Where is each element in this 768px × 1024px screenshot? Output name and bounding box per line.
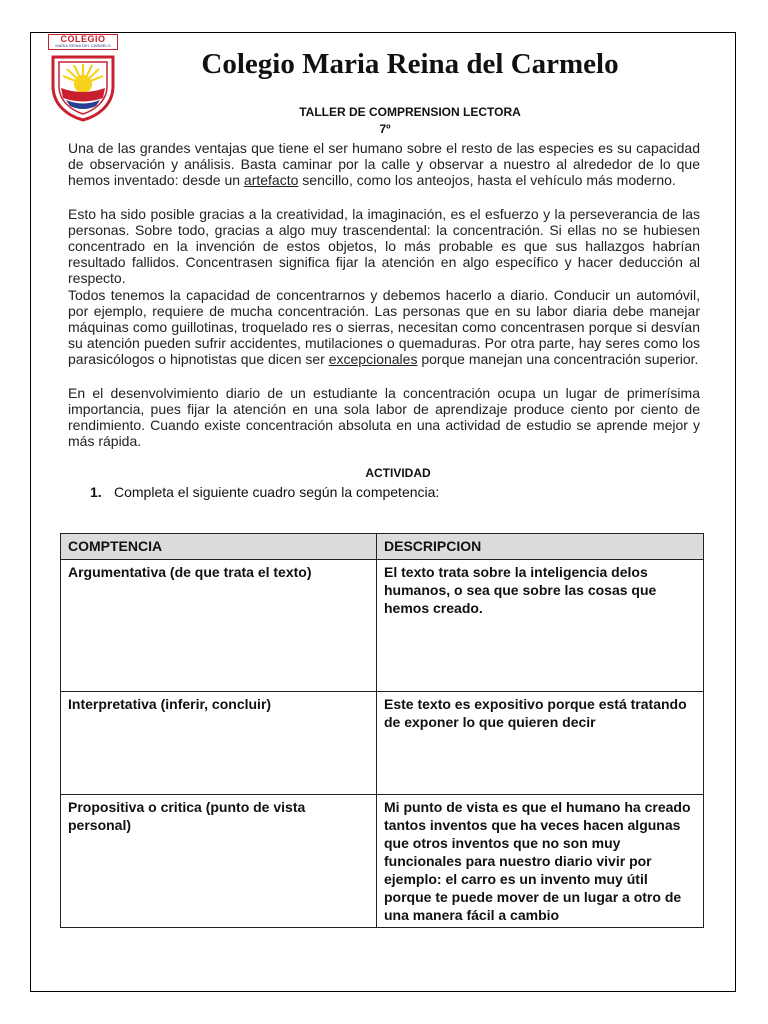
activity-question — [90, 483, 439, 501]
paragraph-3 — [68, 287, 700, 367]
school-logo — [48, 34, 118, 122]
logo-banner — [48, 34, 118, 50]
competencia-cell: Interpretativa (inferir, concluir) — [61, 692, 377, 795]
competencia-cell: Propositiva o critica (punto de vista personal) — [61, 795, 377, 928]
competency-table — [60, 533, 704, 928]
activity-heading: ACTIVIDAD — [365, 466, 431, 480]
logo-name: COLEGIO — [60, 34, 106, 44]
paragraph-3-text-b: porque manejan una concentración superior. — [417, 351, 699, 367]
paragraph-4: En el desenvolvimiento diario de un estudiante la concentración ocupa un lugar de primerísima importancia, pues fijar la atención en una sola labor de aprendizaje produce ciento por ciento de rendimiento. Cuando existe concentración absoluta en una actividad de estudio se aprende mejor y más rápida. — [68, 385, 700, 449]
table-row — [61, 795, 704, 928]
paragraph-1-text-a: Una de las grandes ventajas que tiene el ser humano sobre el resto de las especies es su capacidad de observación y análisis. Basta caminar por la calle y observar a nuestro al alrededor de lo que hemos inventado: desde un — [68, 140, 700, 188]
paragraph-2: Esto ha sido posible gracias a la creatividad, la imaginación, es el esfuerzo y la perseverancia de las personas. Sobre todo, gracias a algo muy trascendental: la concentración. Si ellas no se hubiesen concentrado en la invención de estos objetos, lo más probable es que sus hallazgos habrían resultado fallidos. Concentrasen significa fijar la atención en algo específico y hacer deducción al respecto. — [68, 206, 700, 286]
table-row — [61, 560, 704, 692]
question-text: Completa el siguiente cuadro según la competencia: — [114, 484, 440, 500]
worksheet-subtitle: TALLER DE COMPRENSION LECTORA — [299, 105, 521, 119]
column-header-competencia: COMPTENCIA — [61, 534, 377, 560]
table-header-row — [61, 534, 704, 560]
logo-subname: MARIA REINA DEL CARMELO — [55, 43, 111, 48]
table-row — [61, 692, 704, 795]
paragraph-1-text-b: sencillo, como los anteojos, hasta el vehículo más moderno. — [298, 172, 676, 188]
paragraph-3-text-a: Todos tenemos la capacidad de concentrarnos y debemos hacerlo a diario. Conducir un automóvil, por ejemplo, requiere de mucha concentración. Las personas que en su labor diaria debe manejar máquinas como guillotinas, troquelado res o sierras, necesitan como concentrasen porque si desvían su atención pueden sufrir accidentes, mutilaciones o quemaduras. Por otra parte, hay seres como los parasicólogos o hipnotistas que dicen ser — [68, 287, 700, 367]
grade-label: 7º — [379, 122, 391, 136]
page-title: Colegio Maria Reina del Carmelo — [201, 48, 619, 80]
question-number: 1. — [90, 484, 102, 500]
underlined-word: artefacto — [243, 172, 299, 188]
underlined-word: excepcionales — [328, 351, 418, 367]
descripcion-cell: Mi punto de vista es que el humano ha creado tantos inventos que ha veces hacen algunas que otros inventos que no son muy funcionales para nuestro diario vivir por ejemplo: el carro es un invento muy útil porque te puede mover de un lugar a otro de una manera fácil a cambio — [377, 795, 704, 928]
competencia-cell: Argumentativa (de que trata el texto) — [61, 560, 377, 692]
paragraph-1 — [68, 140, 700, 188]
descripcion-cell: Este texto es expositivo porque está tratando de exponer lo que quieren decir — [377, 692, 704, 795]
shield-emblem-icon — [50, 54, 116, 122]
descripcion-cell: El texto trata sobre la inteligencia delos humanos, o sea que sobre las cosas que hemos creado. — [377, 560, 704, 692]
column-header-descripcion: DESCRIPCION — [377, 534, 704, 560]
